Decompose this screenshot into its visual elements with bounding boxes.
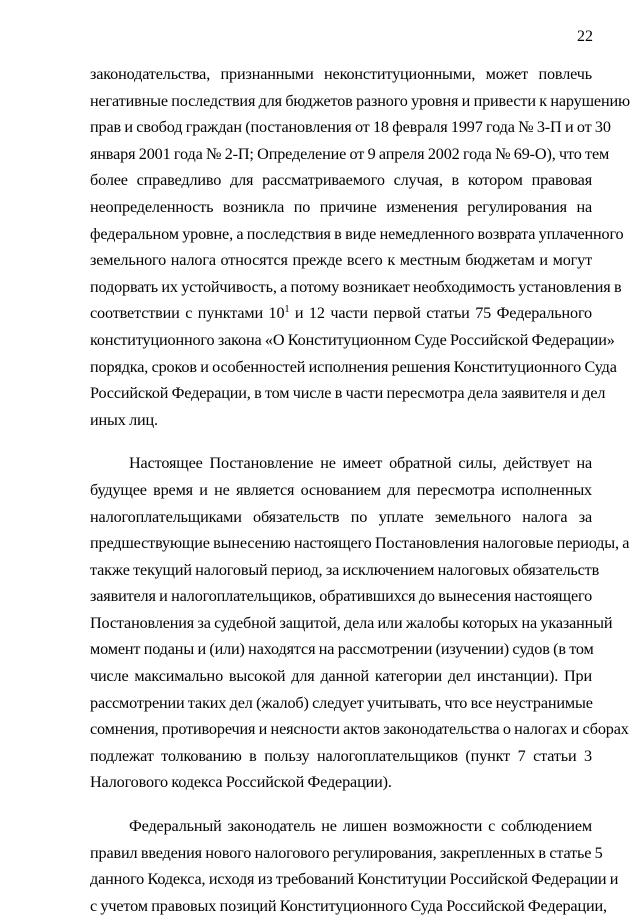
text-line: иных лиц. — [90, 410, 158, 429]
paragraph-1 — [90, 61, 630, 433]
text-line: земельного налога относятся прежде всего к местным бюджетам и могут — [90, 251, 592, 270]
text-line: законодательства, признанными неконституционными, может повлечь — [90, 65, 592, 83]
text-line: момент поданы и (или) находятся на рассмотрении (изучении) судов (в том — [90, 640, 594, 659]
text-line: Постановления за судебной защитой, дела или жалобы которых на указанный — [90, 613, 613, 632]
text-line: федеральном уровне, а последствия в виде немедленного возврата уплаченного — [90, 224, 624, 243]
text-line: более справедливо для рассматриваемого случая, в котором правовая — [90, 171, 592, 190]
text-line: также текущий налоговый период, за исключением налоговых обязательств — [90, 560, 600, 579]
paragraph-2 — [90, 450, 630, 796]
text-line: подорвать их устойчивость, а потому возникает необходимость установления в — [90, 277, 622, 296]
text-line: заявителя и налогоплательщиков, обратившихся до вынесения настоящего — [90, 587, 593, 606]
text-line: конституционного закона «О Конституционном Суде Российской Федерации» — [90, 330, 615, 349]
text-line: числе максимально высокой для данной категории дел инстанции). При — [90, 667, 592, 686]
body-text — [90, 61, 630, 919]
text-line: сомнения, противоречия и неясности актов законодательства о налогах и сборах — [90, 720, 629, 739]
text-line: подлежат толкованию в пользу налогоплательщиков (пункт 7 статьи 3 — [90, 746, 592, 765]
text-line: налогоплательщиками обязательств по уплате земельного налога за — [90, 507, 592, 526]
text-line: прав и свобод граждан (постановления от 18 февраля 1997 года № 3-П и от 30 — [90, 118, 611, 137]
text-line: данного Кодекса, исходя из требований Конституции Российской Федерации и — [90, 870, 619, 889]
text-line: Настоящее Постановление не имеет обратной силы, действует на — [129, 454, 592, 473]
text-line: негативные последствия для бюджетов разного уровня и привести к нарушению — [90, 91, 630, 110]
text-line: Российской Федерации, в том числе в части пересмотра дела заявителя и дел — [90, 384, 606, 403]
text-fragment: соответствии с пунктами 10 — [90, 304, 285, 323]
text-line: рассмотрении таких дел (жалоб) следует учитывать, что все неустранимые — [90, 693, 593, 712]
text-line: января 2001 года № 2-П; Определение от 9 апреля 2002 года № 69-О), что тем — [90, 144, 610, 163]
text-line: Налогового кодекса Российской Федерации). — [90, 773, 392, 792]
text-line: с учетом правовых позиций Конституционного Суда Российской Федерации, — [90, 896, 607, 915]
text-line: предшествующие вынесению настоящего Постановления налоговые периоды, а — [90, 534, 630, 553]
paragraph-3 — [90, 813, 619, 919]
text-line: правил введения нового налогового регулирования, закрепленных в статье 5 — [90, 843, 603, 862]
text-line: Федеральный законодатель не лишен возможности с соблюдением — [129, 817, 592, 836]
text-line: будущее время и не является основанием для пересмотра исполненных — [90, 480, 592, 499]
text-line-with-superscript — [90, 300, 592, 327]
text-fragment: и 12 части первой статьи 75 Федерального — [289, 304, 593, 323]
text-line: неопределенность возникла по причине изменения регулирования на — [90, 197, 592, 216]
text-line: порядка, сроков и особенностей исполнения решения Конституционного Суда — [90, 357, 617, 376]
page-number: 22 — [577, 28, 593, 45]
superscript: 1 — [284, 304, 290, 316]
